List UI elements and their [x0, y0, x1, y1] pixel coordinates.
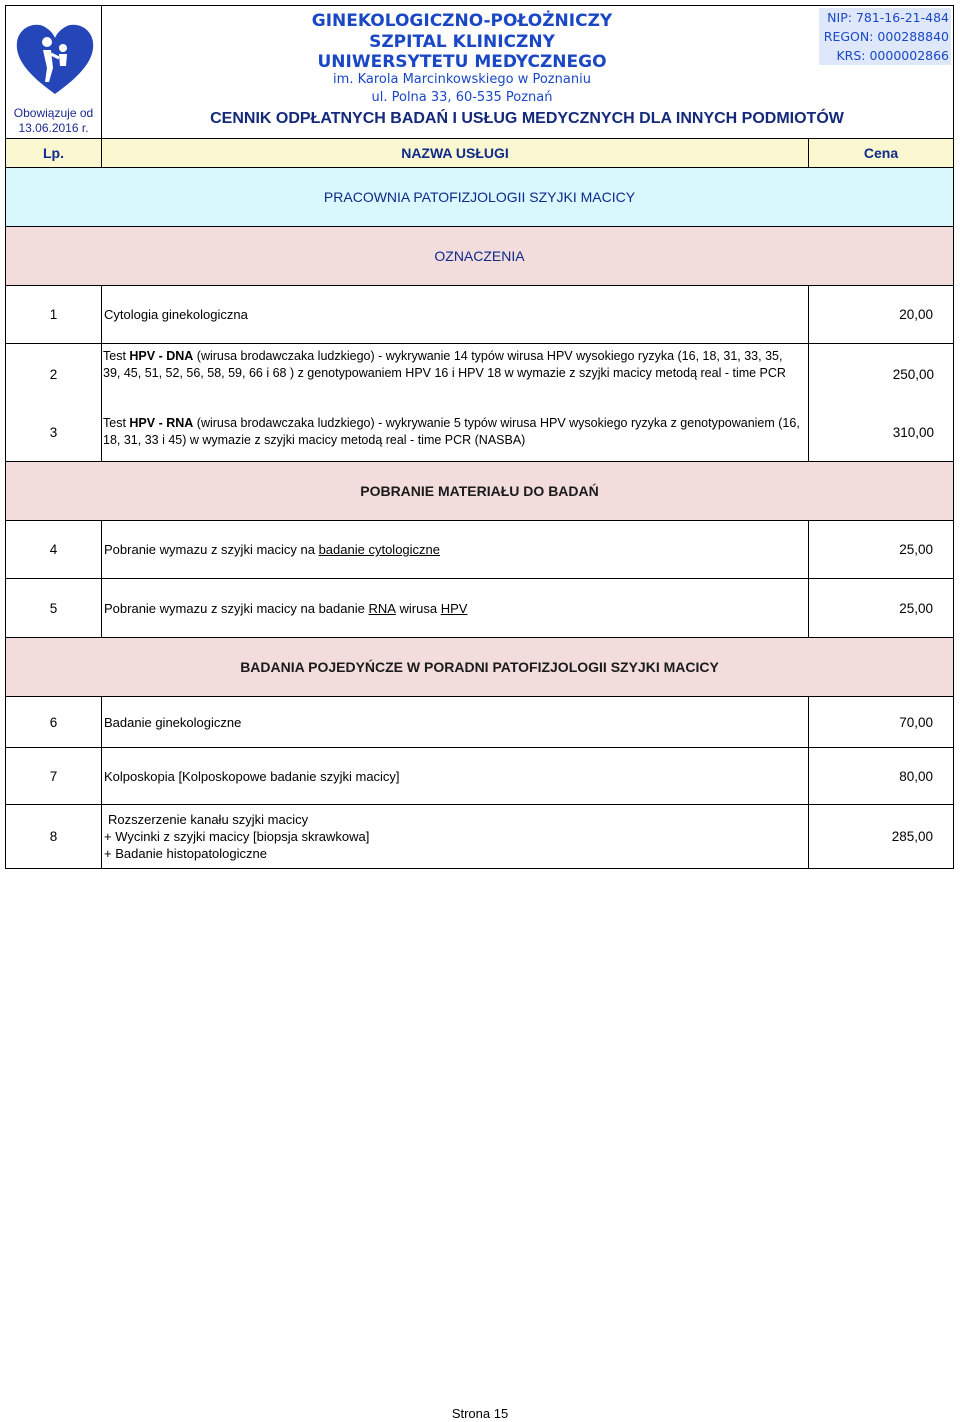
row4-name — [101, 520, 809, 579]
row3-name — [103, 415, 803, 449]
valid-from — [6, 106, 101, 136]
row3-price: 310,00 — [892, 424, 934, 440]
row2-name — [103, 348, 803, 382]
row8-lp: 8 — [5, 804, 102, 869]
row5-lp: 5 — [5, 578, 102, 638]
row3-name-bold: HPV - RNA — [129, 416, 194, 430]
row1-price: 20,00 — [808, 285, 954, 344]
row7-lp: 7 — [5, 747, 102, 805]
row5-name — [101, 578, 809, 638]
row4-name-underlined: badanie cytologiczne — [318, 542, 440, 557]
column-header-name: NAZWA USŁUGI — [101, 138, 809, 168]
hospital-name-line3: UNIWERSYTETU MEDYCZNEGO — [317, 52, 607, 72]
valid-from-date: 13.06.2016 r. — [18, 121, 89, 135]
regon: REGON: 000288840 — [823, 29, 949, 44]
row7-price: 80,00 — [808, 747, 954, 805]
row2-name-rest: (wirusa brodawczaka ludzkiego) - wykrywanie 14 typów wirusa HPV wysokiego ryzyka (16, 18, 31, 33, 35, 39, 45, 51, 52, 56, 58, 59, 66 i 68 ) z genotypowaniem HPV 16 i HPV 18 w wymazie z szyjki macicy metodą real - time PCR — [103, 349, 786, 380]
row5-name-prefix: Pobranie wymazu z szyjki macicy na badanie — [104, 600, 369, 616]
logo-cell — [5, 5, 102, 139]
column-header-price: Cena — [808, 138, 954, 168]
row2-name-bold: HPV - DNA — [129, 349, 194, 363]
row6-price: 70,00 — [808, 696, 954, 748]
row4-lp: 4 — [5, 520, 102, 579]
section-pobranie: POBRANIE MATERIAŁU DO BADAŃ — [5, 461, 954, 521]
registry-ids — [819, 8, 951, 65]
row6-name: Badanie ginekologiczne — [101, 696, 809, 748]
row3-name-prefix: Test — [103, 416, 130, 430]
hospital-name-line1: GINEKOLOGICZNO-POŁOŻNICZY — [311, 11, 613, 31]
row6-lp: 6 — [5, 696, 102, 748]
document-title: CENNIK ODPŁATNYCH BADAŃ I USŁUG MEDYCZNYCH DLA INNYCH PODMIOTÓW — [210, 110, 844, 127]
row5-price: 25,00 — [808, 578, 954, 638]
column-header-lp: Lp. — [5, 138, 102, 168]
hospital-logo — [13, 20, 97, 100]
page-number: Strona 15 — [451, 1406, 509, 1421]
nip: NIP: 781-16-21-484 — [827, 10, 949, 25]
row3-name-rest: (wirusa brodawczaka ludzkiego) - wykrywanie 5 typów wirusa HPV wysokiego ryzyka z genotypowaniem (16, 18, 31, 33 i 45) w wymazie z szyjki macicy metodą real - time PCR (NASBA) — [103, 416, 800, 447]
row8-line1: Rozszerzenie kanału szyjki macicy — [108, 812, 309, 827]
hospital-header — [101, 5, 954, 139]
hospital-name-line2: SZPITAL KLINICZNY — [369, 32, 555, 52]
krs: KRS: 0000002866 — [836, 48, 949, 63]
row8-line2: + Wycinki z szyjki macicy [biopsja skrawkowa] — [104, 829, 370, 844]
row5-name-hpv: HPV — [440, 600, 468, 616]
row4-name-prefix: Pobranie wymazu z szyjki macicy na — [104, 542, 319, 557]
row2-lp: 2 — [49, 366, 58, 382]
row5-name-mid: wirusa — [395, 600, 441, 616]
section-pracownia: PRACOWNIA PATOFIZJOLOGII SZYJKI MACICY — [5, 167, 954, 227]
hospital-address: ul. Polna 33, 60-535 Poznań — [371, 90, 553, 105]
row8-line3: + Badanie histopatologiczne — [104, 846, 267, 861]
row8-price: 285,00 — [808, 804, 954, 869]
row1-name: Cytologia ginekologiczna — [101, 285, 809, 344]
row2-name-prefix: Test — [103, 349, 130, 363]
row8-name — [101, 804, 809, 869]
section-oznaczenia: OZNACZENIA — [5, 226, 954, 286]
row3-lp: 3 — [49, 424, 58, 440]
section-badania: BADANIA POJEDYŃCZE W PORADNI PATOFIZJOLOGII SZYJKI MACICY — [5, 637, 954, 697]
row7-name: Kolposkopia [Kolposkopowe badanie szyjki macicy] — [101, 747, 809, 805]
row1-lp: 1 — [5, 285, 102, 344]
hospital-patron: im. Karola Marcinkowskiego w Poznaniu — [333, 72, 591, 87]
row4-price: 25,00 — [808, 520, 954, 579]
valid-from-label: Obowiązuje od — [13, 106, 94, 120]
row2-price: 250,00 — [892, 366, 934, 382]
row5-name-rna: RNA — [368, 600, 396, 616]
